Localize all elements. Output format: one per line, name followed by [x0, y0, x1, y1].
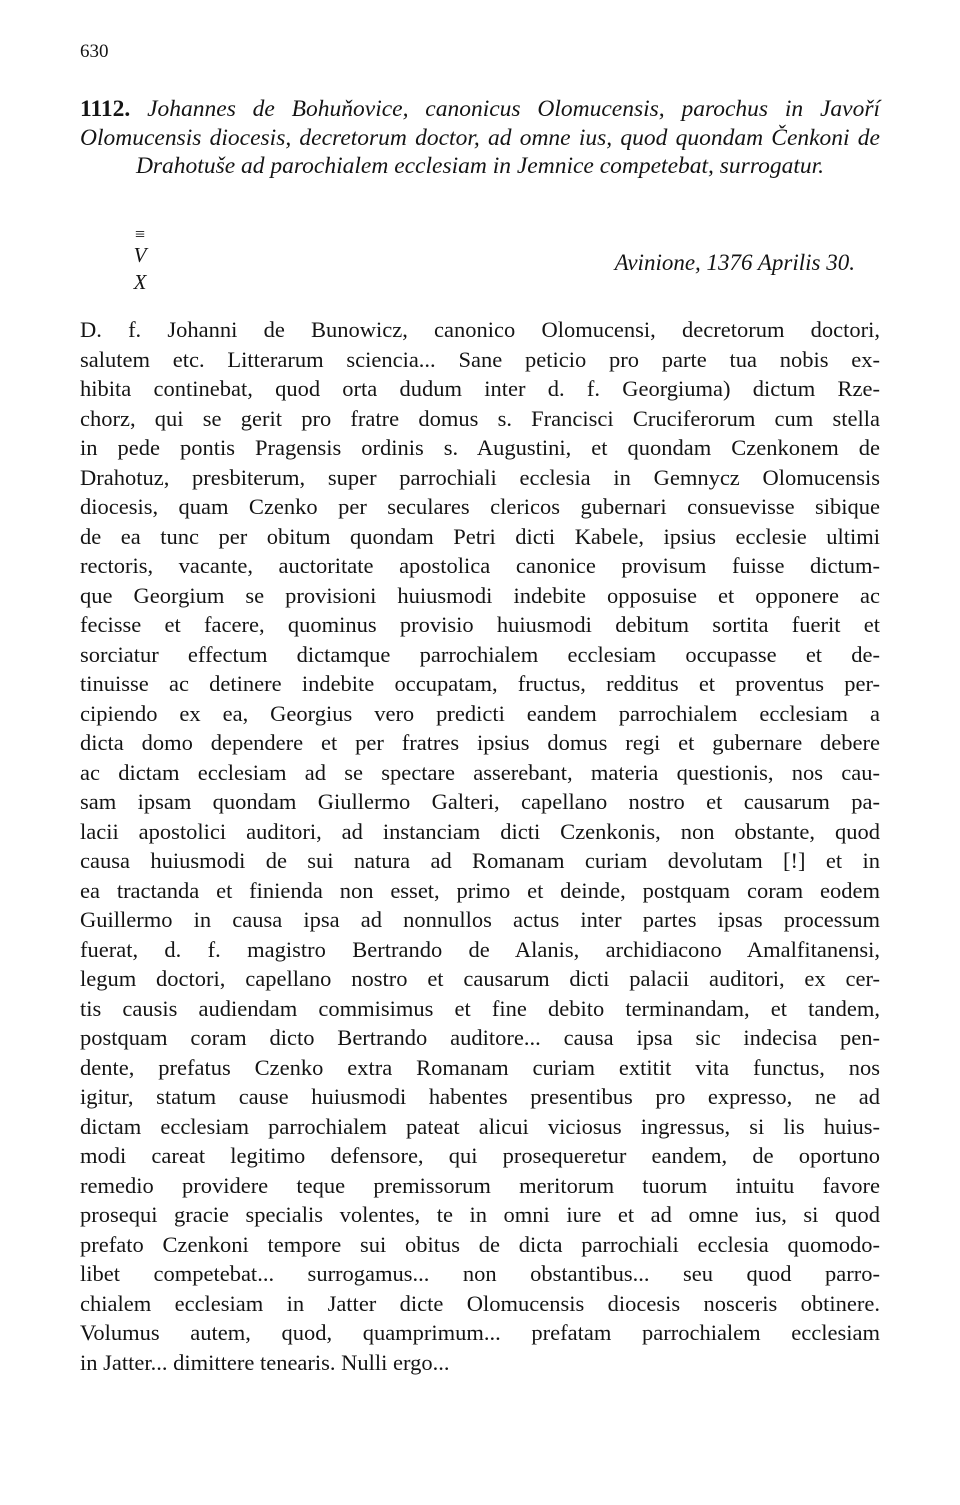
body-line: causa huiusmodi de sui natura ad Romanam curiam devolutam [!] et in — [80, 848, 880, 873]
body-line: dictam ecclesiam parrochialem pateat alicui viciosus ingressus, si lis huius- — [80, 1113, 880, 1139]
document-body — [80, 315, 880, 1377]
body-line: salutem etc. Litterarum sciencia... Sane peticio pro parte tua nobis ex- — [80, 346, 880, 372]
body-line: in Jatter... dimittere tenearis. Nulli ergo... — [80, 1349, 450, 1375]
body-line: lacii apostolici auditori, ad instanciam dicti Czenkonis, non obstante, quod — [80, 818, 880, 844]
body-line: dente, prefatus Czenko extra Romanam curiam extitit vita functus, nos — [80, 1054, 880, 1080]
siglum-v: V — [133, 243, 147, 267]
body-line: in pede pontis Pragensis ordinis s. Augustini, et quondam Czenkonem de — [80, 435, 880, 460]
body-line: que Georgium se provisioni huiusmodi indebite opposuise et opponere ac — [80, 582, 880, 608]
siglum-x: X — [133, 270, 147, 294]
body-line: sam ipsam quondam Giullermo Galteri, capellano nostro et causarum pa- — [80, 789, 880, 814]
body-line: diocesis, quam Czenko per seculares clericos gubernari consuevisse sibique — [80, 494, 880, 519]
body-line: Guillermo in causa ipsa ad nonnullos actus inter partes ipsas processum — [80, 907, 880, 932]
regest-number: 1112. — [80, 96, 131, 122]
body-line: D. f. Johanni de Bunowicz, canonico Olomucensi, decretorum doctori, — [80, 317, 880, 342]
regest-summary: Johannes de Bohuňovice, canonicus Olomucensis, parochus in Javoří Olomucensis diocesis, decretorum doctor, ad omne ius, quod quondam Čenkoni de Drahotuše ad parochialem ecclesiam in Jemnice competebat, surrogatur. — [80, 96, 880, 179]
body-line: prosequi gracie specialis volentes, te in omni iure et ad omne ius, si quod — [80, 1202, 880, 1227]
body-line: ac dictam ecclesiam ad se spectare asserebant, materia questionis, nos cau- — [80, 759, 880, 785]
body-line: ea tractanda et finienda non esset, primo et deinde, postquam coram eodem — [80, 877, 880, 903]
body-line: de ea tunc per obitum quondam Petri dicti Kabele, ipsius ecclesie ultimi — [80, 523, 880, 549]
triple-bar-mark: ≡ — [134, 224, 146, 244]
body-line: igitur, statum cause huiusmodi habentes presentibus pro expresso, ne ad — [80, 1084, 880, 1109]
body-line: dicta domo dependere et per fratres ipsius domus regi et gubernare debere — [80, 730, 880, 755]
manuscript-sigla — [125, 226, 155, 296]
body-line: rectoris, vacante, auctoritate apostolica canonice provisum fuisse dictum- — [80, 553, 880, 578]
body-line: cipiendo ex ea, Georgius vero predicti eandem parrochialem ecclesiam a — [80, 700, 880, 726]
regest-heading — [80, 95, 880, 181]
body-line: postquam coram dicto Bertrando auditore... causa ipsa sic indecisa pen- — [80, 1025, 880, 1050]
body-line: tis causis audiendam commisimus et fine debito terminandam, et tandem, — [80, 995, 880, 1021]
body-line: sorciatur effectum dictamque parrochialem ecclesiam occupasse et de- — [80, 641, 880, 667]
body-line: hibita continebat, quod orta dudum inter d. f. Georgiuma) dictum Rze- — [80, 376, 880, 401]
body-line: chialem ecclesiam in Jatter dicte Olomucensis diocesis nosceris obtinere. — [80, 1290, 880, 1316]
body-line: Drahotuz, presbiterum, super parrochiali ecclesia in Gemnycz Olomucensis — [80, 464, 880, 490]
body-line: chorz, qui se gerit pro fratre domus s. Francisci Cruciferorum cum stella — [80, 405, 880, 431]
body-line: libet competebat... surrogamus... non obstantibus... seu quod parro- — [80, 1261, 880, 1286]
body-line: tinuisse ac detinere indebite occupatam, fructus, redditus et proventus per- — [80, 671, 880, 696]
page-number: 630 — [80, 41, 109, 62]
body-line: fecisse et facere, quominus provisio huiusmodi debitum sortita fuerit et — [80, 612, 880, 637]
body-line: Volumus autem, quod, quamprimum... prefatam parrochialem ecclesiam — [80, 1320, 880, 1345]
body-line: fuerat, d. f. magistro Bertrando de Alanis, archidiacono Amalfitanensi, — [80, 936, 880, 962]
body-line: remedio providere teque premissorum meritorum tuorum intuitu favore — [80, 1172, 880, 1198]
body-line: modi careat legitimo defensore, qui prosequeretur eandem, de oportuno — [80, 1143, 880, 1168]
body-line: prefato Czenkoni tempore sui obitus de dicta parrochiali ecclesia quomodo- — [80, 1231, 880, 1257]
body-line: legum doctori, capellano nostro et causarum dicti palacii auditori, ex cer- — [80, 966, 880, 991]
place-and-date: Avinione, 1376 Aprilis 30. — [614, 250, 855, 275]
